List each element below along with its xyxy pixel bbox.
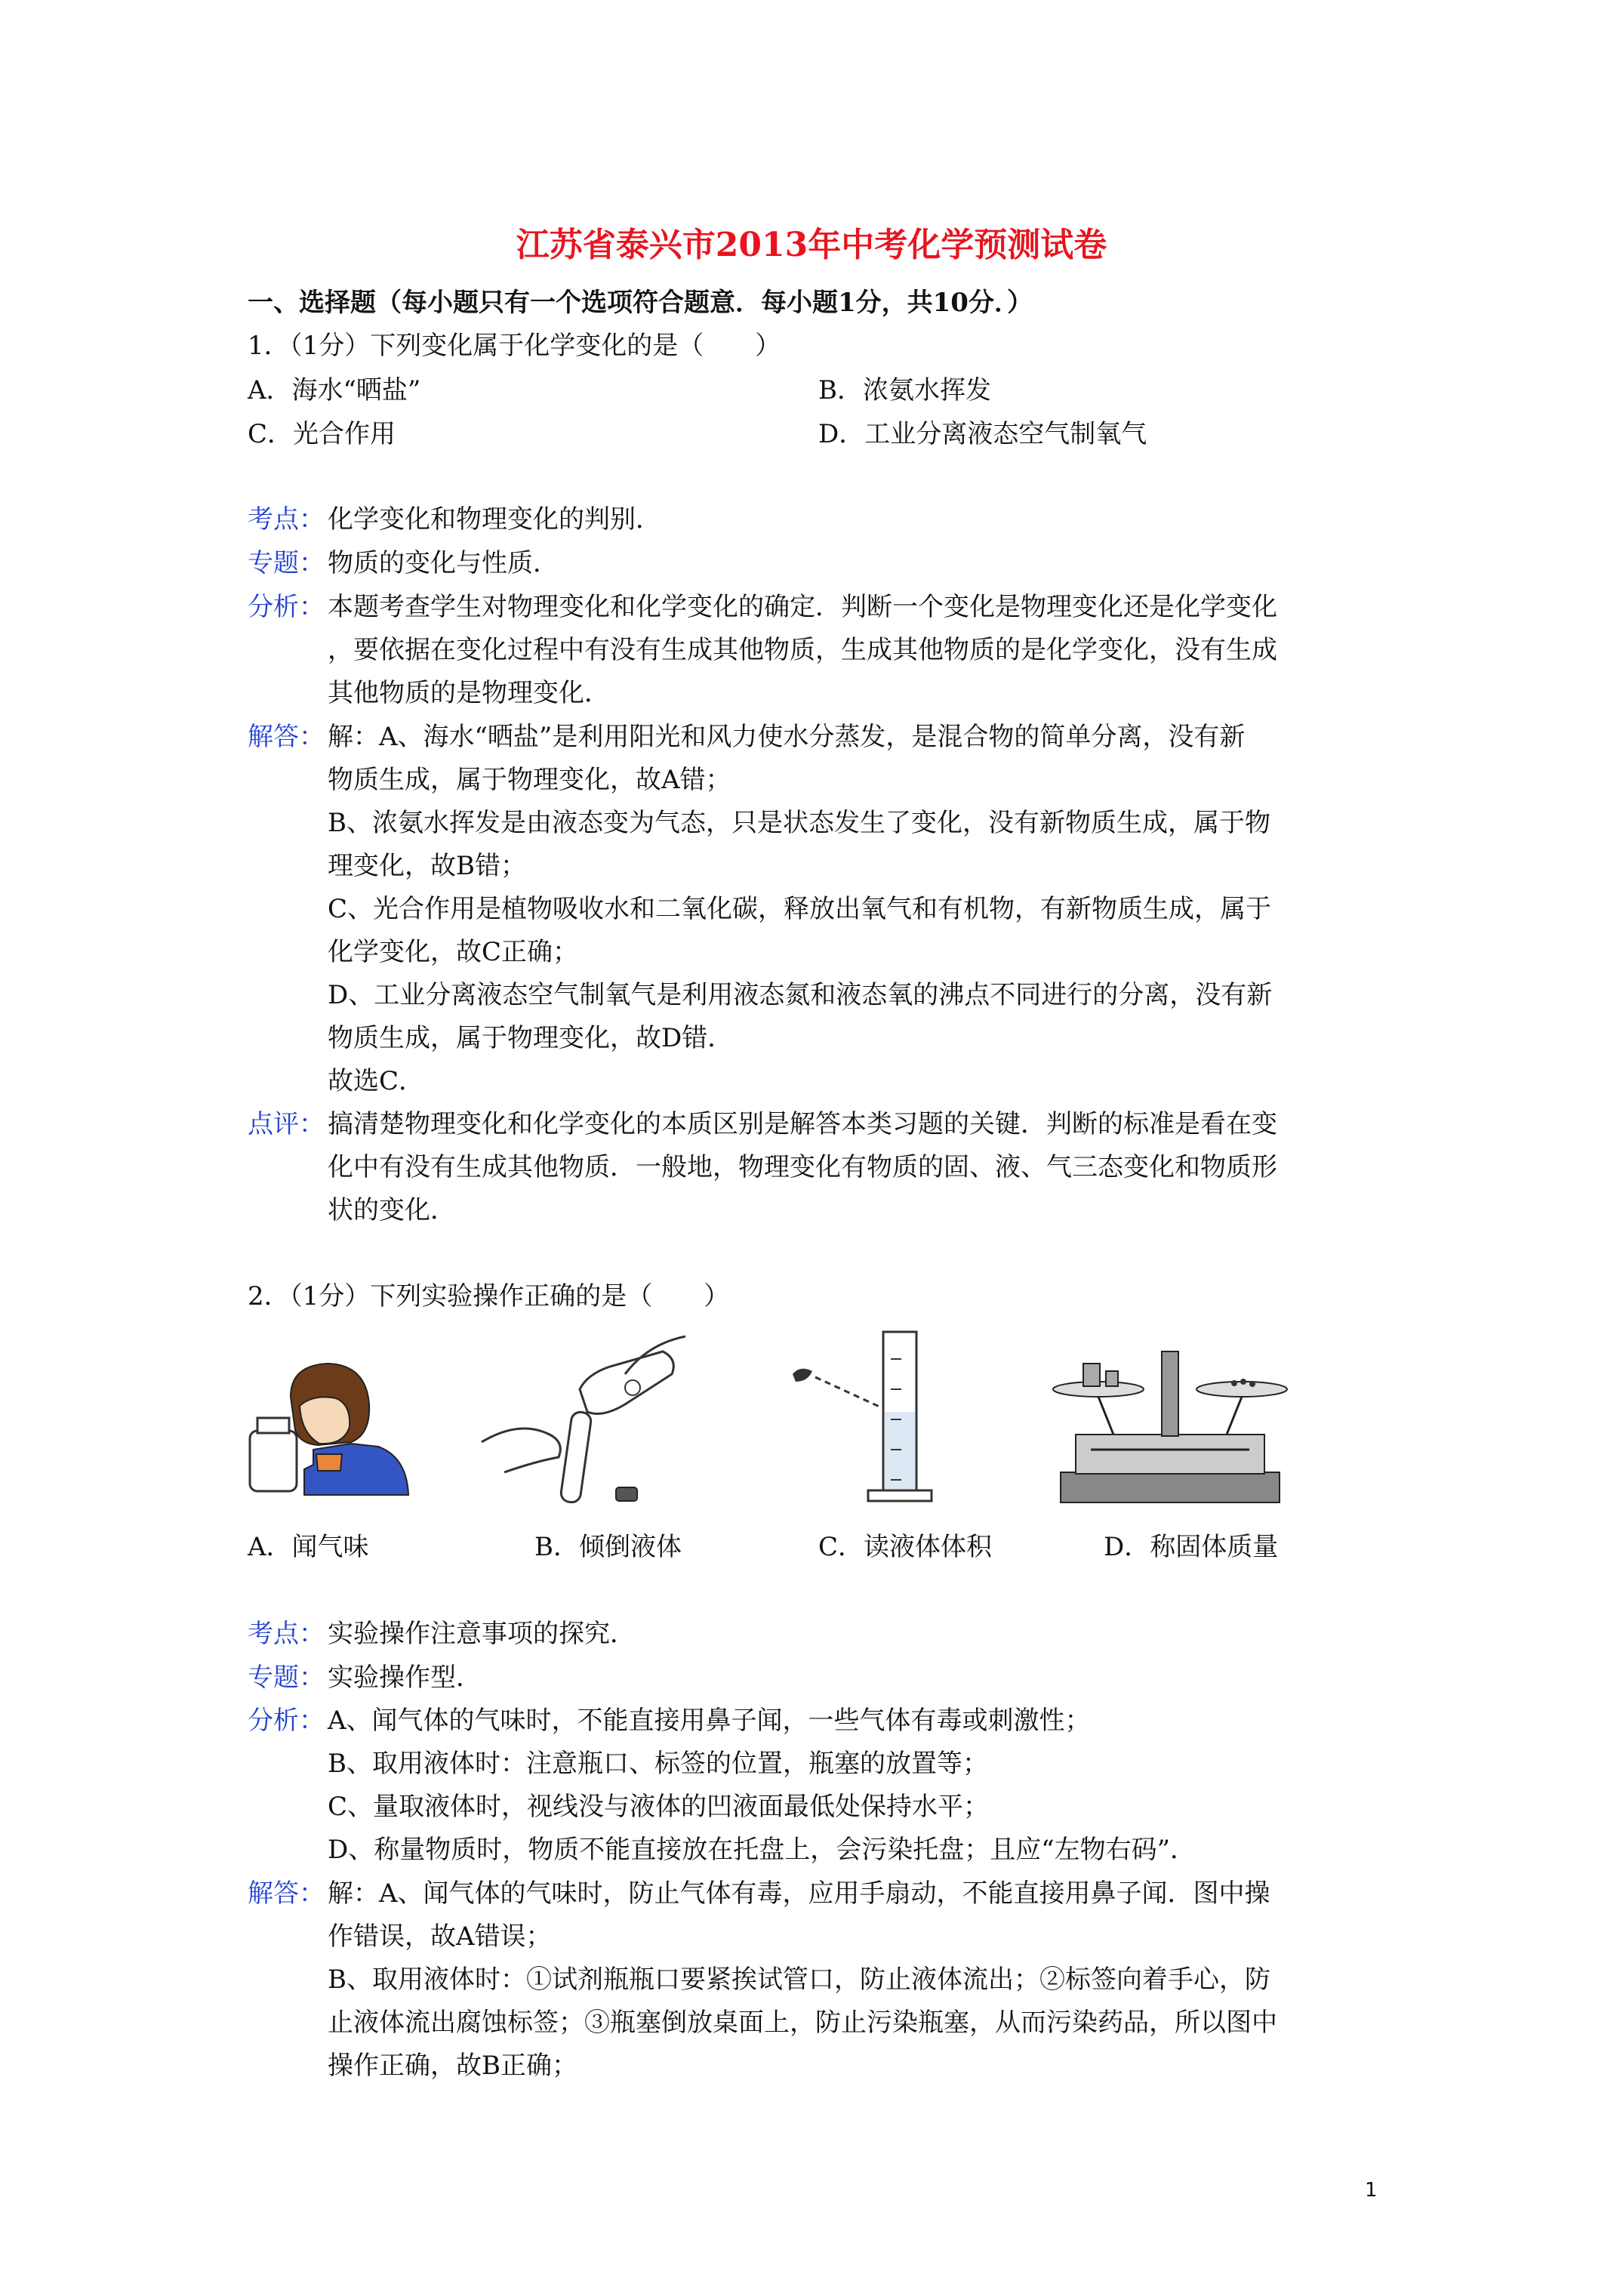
q1-fenxi-label: 分析： [248,592,325,622]
q1-zhuanti: 物质的变化与性质． [328,548,559,578]
q1-jieda-line: D、工业分离液态空气制氧气是利用液态氮和液态氧的沸点不同进行的分离，没有新 [328,980,1273,1010]
q2-zhuanti-label: 专题： [248,1663,325,1693]
q1-fenxi-line: 其他物质的是物理变化． [328,678,610,708]
q1-dianping-line: 状的变化． [328,1195,456,1225]
q1-option-d: D．工业分离液态空气制氧气 [818,419,1147,449]
q1-jieda-line: 解：A、海水“晒盐”是利用阳光和风力使水分蒸发，是混合物的简单分离，没有新 [328,722,1246,752]
pouring-liquid-figure [474,1329,693,1510]
q2-option-c: C．读液体体积 [818,1532,993,1562]
q1-jieda-line: 化学变化，故C正确； [328,937,579,967]
q1-jieda-line: B、浓氨水挥发是由液态变为气态，只是状态发生了变化，没有新物质生成，属于物 [328,808,1270,838]
q2-stem: 2．（1分）下列实验操作正确的是（ ） [248,1281,730,1311]
q2-option-a: A．闻气味 [248,1532,369,1562]
q1-option-c: C．光合作用 [248,419,396,449]
q2-option-d: D．称固体质量 [1104,1532,1279,1562]
q1-option-b: B．浓氨水挥发 [818,375,991,405]
smelling-figure [245,1351,411,1502]
q2-jieda-line: B、取用液体时：①试剂瓶瓶口要紧挨试管口，防止液体流出；②标签向着手心，防 [328,1965,1270,1995]
q1-zhuanti-label: 专题： [248,548,325,578]
section-heading: 一、选择题（每小题只有一个选项符合题意．每小题1分，共10分．） [248,288,1033,318]
q1-stem: 1．（1分）下列变化属于化学变化的是（ ） [248,331,781,361]
q1-jieda-label: 解答： [248,722,325,752]
q2-zhuanti: 实验操作型． [328,1663,482,1693]
q1-kaodian: 化学变化和物理变化的判别． [328,504,661,535]
q1-fenxi-line: 本题考查学生对物理变化和化学变化的确定．判断一个变化是物理变化还是化学变化 [328,592,1277,622]
q2-option-b: B．倾倒液体 [534,1532,682,1562]
q2-fenxi-line: D、称量物质时，物质不能直接放在托盘上，会污染托盘；且应“左物右码”． [328,1835,1196,1865]
q1-jieda-line: C、光合作用是植物吸收水和二氧化碳，释放出氧气和有机物，有新物质生成，属于 [328,894,1272,924]
q1-jieda-line: 理变化，故B错； [328,851,526,881]
q2-fenxi-line: A、闻气体的气味时，不能直接用鼻子闻，一些气体有毒或刺激性； [328,1706,1091,1736]
q1-jieda-line: 物质生成，属于物理变化，故A错； [328,765,731,795]
q1-option-a: A．海水“晒盐” [248,375,421,405]
q2-jieda-label: 解答： [248,1878,325,1909]
q2-jieda-line: 操作正确，故B正确； [328,2051,577,2081]
q2-kaodian: 实验操作注意事项的探究． [328,1619,636,1649]
q2-fenxi-label: 分析： [248,1706,325,1736]
page-title: 江苏省泰兴市2013年中考化学预测试卷 [516,226,1107,264]
q2-jieda-line: 止液体流出腐蚀标签；③瓶塞倒放桌面上，防止污染瓶塞，从而污染药品，所以图中 [328,2008,1277,2038]
q1-dianping-line: 搞清楚物理变化和化学变化的本质区别是解答本类习题的关键．判断的标准是看在变 [328,1109,1277,1139]
q2-fenxi-line: B、取用液体时：注意瓶口、标签的位置，瓶塞的放置等； [328,1749,988,1779]
reading-volume-figure [778,1329,951,1510]
q2-kaodian-label: 考点： [248,1619,325,1649]
q2-fenxi-line: C、量取液体时，视线没与液体的凹液面最低处保持水平； [328,1792,990,1822]
q1-kaodian-label: 考点： [248,504,325,535]
q1-jieda-line: 物质生成，属于物理变化，故D错． [328,1023,734,1053]
balance-figure [1046,1336,1295,1510]
q1-dianping-line: 化中有没有生成其他物质．一般地，物理变化有物质的固、液、气三态变化和物质形 [328,1152,1277,1182]
q2-jieda-line: 作错误，故A错误； [328,1922,552,1952]
q1-dianping-label: 点评： [248,1109,325,1139]
page-number: 1 [1365,2179,1378,2202]
q1-fenxi-line: ，要依据在变化过程中有没有生成其他物质，生成其他物质的是化学变化，没有生成 [328,635,1277,665]
q2-jieda-line: 解：A、闻气体的气味时，防止气体有毒，应用手扇动，不能直接用鼻子闻．图中操 [328,1878,1270,1909]
q1-jieda-line: 故选C． [328,1066,425,1096]
